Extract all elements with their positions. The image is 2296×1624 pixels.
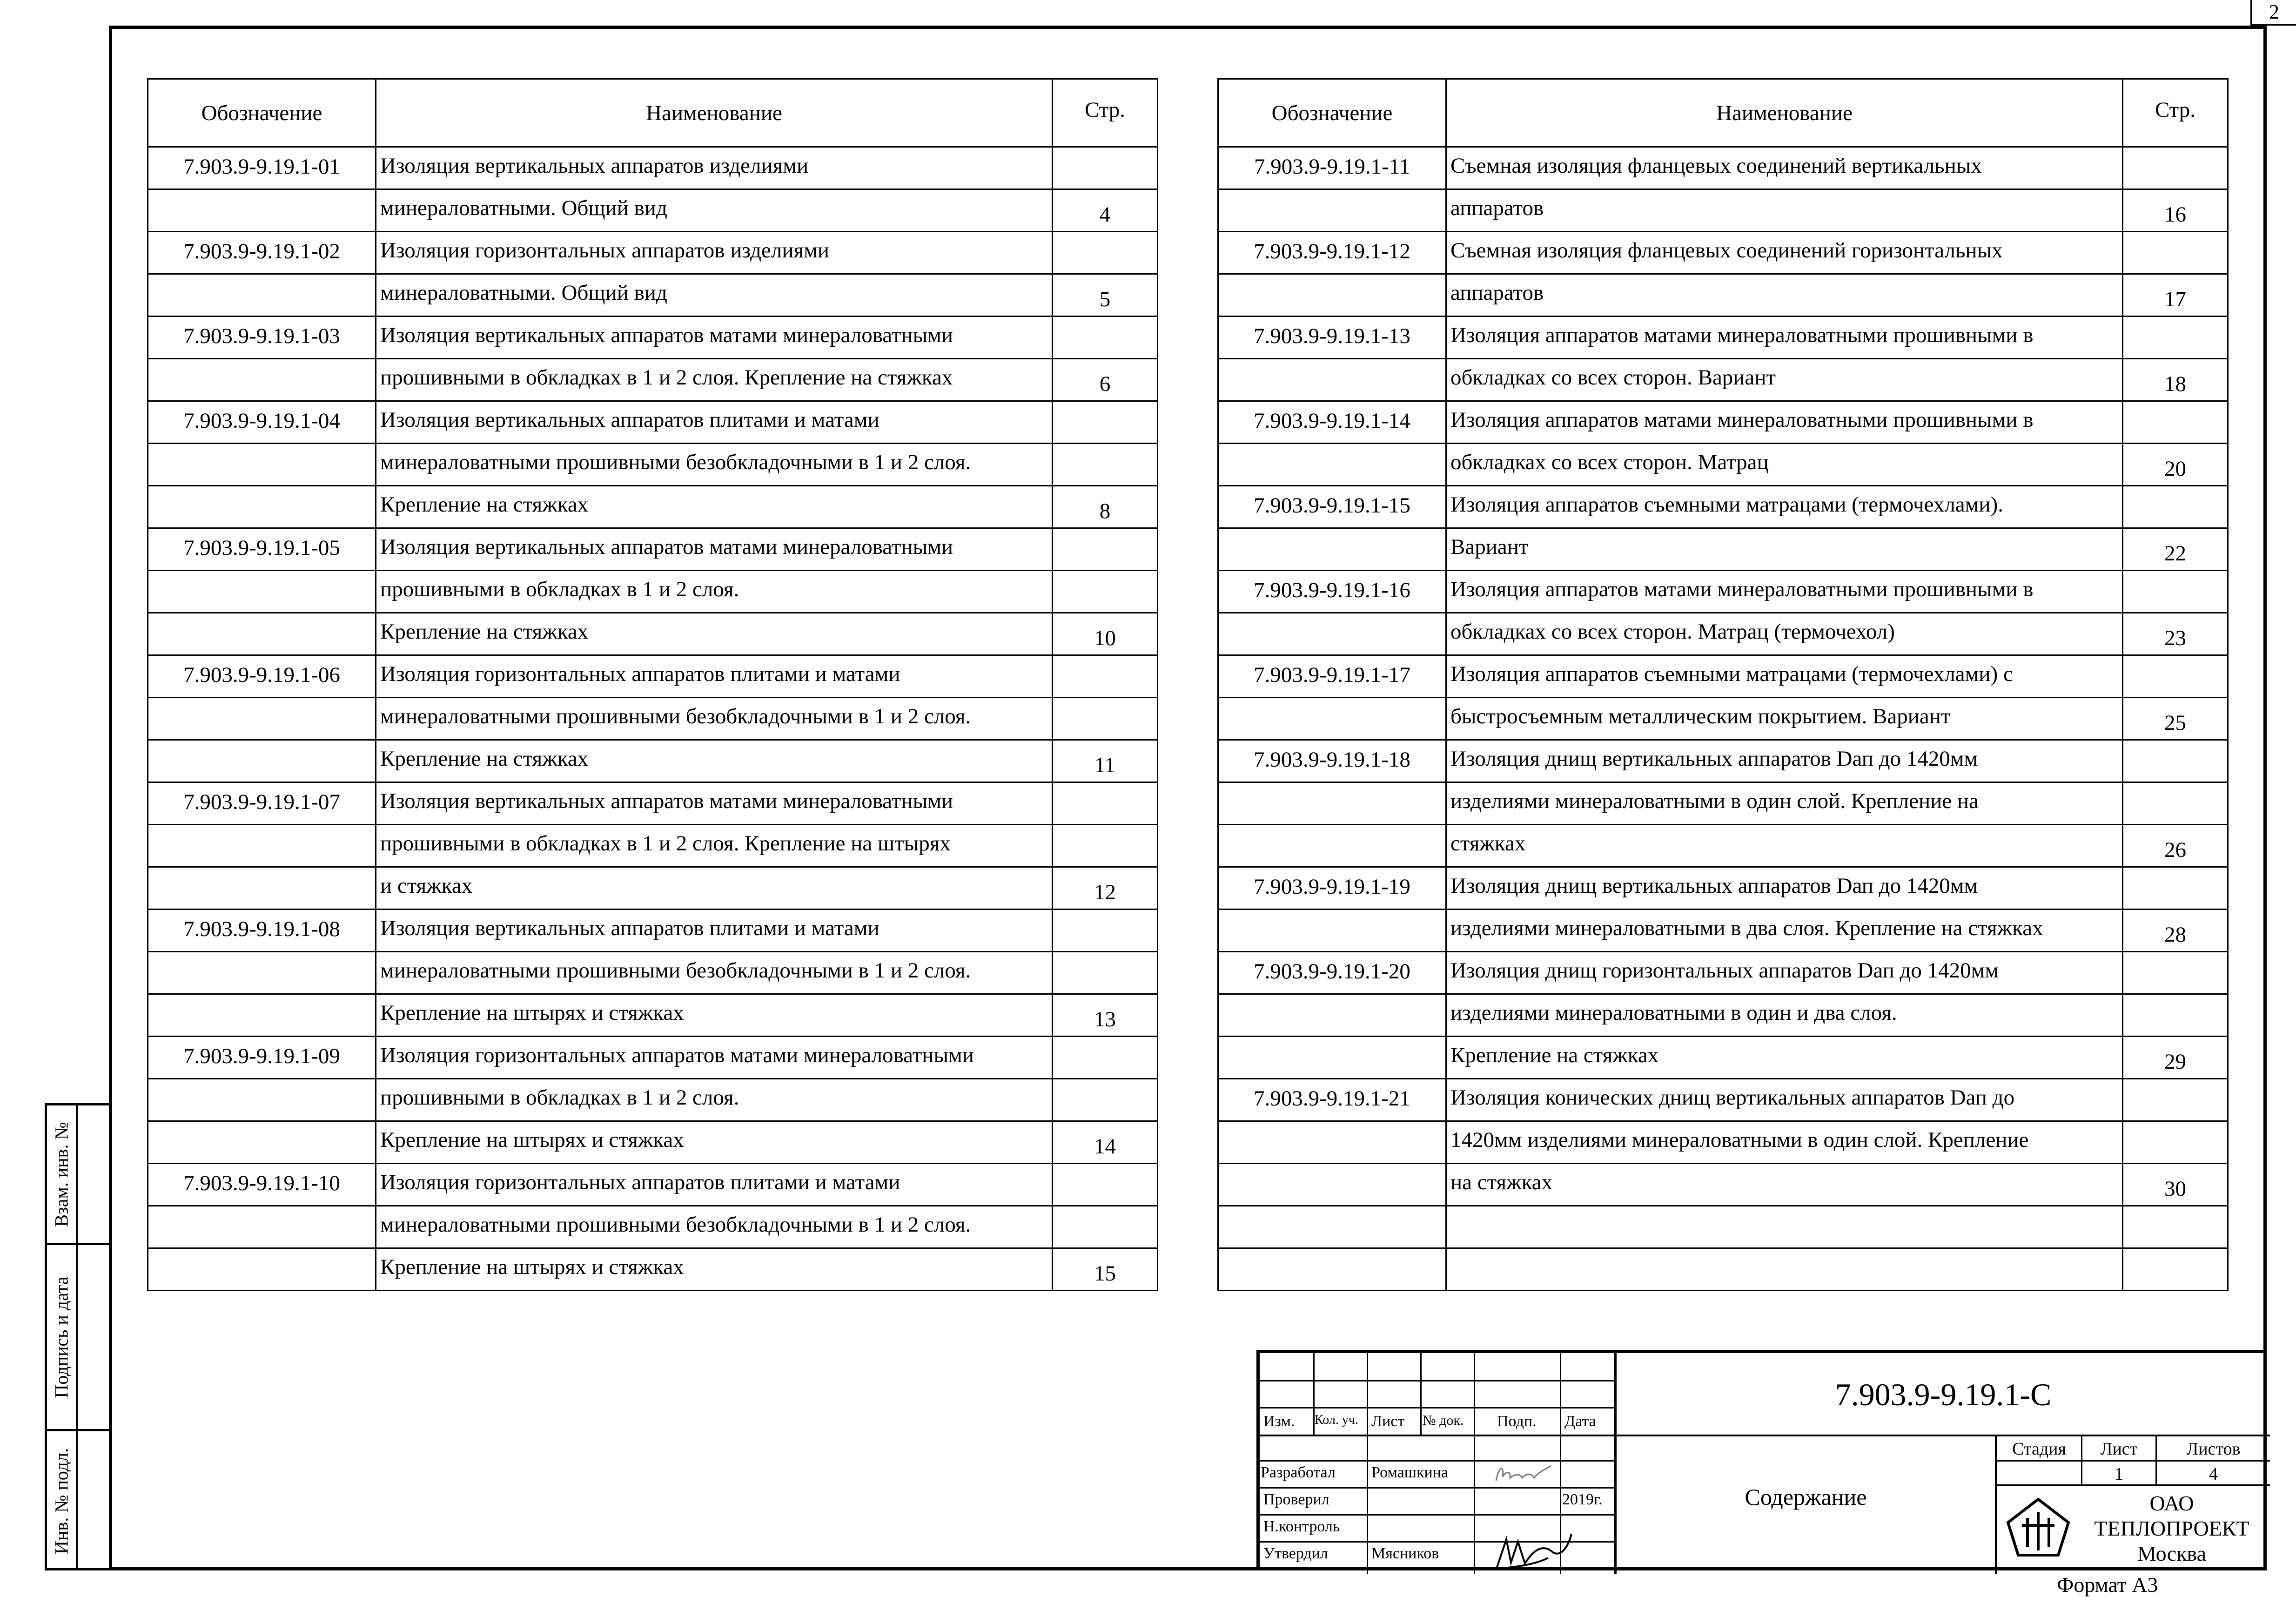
- code-cell: 7.903.9-9.19.1-13: [1218, 317, 1446, 359]
- table-row: [1218, 571, 2228, 613]
- document-code: 7.903.9-9.19.1-С: [1835, 1377, 2052, 1412]
- page-cell: [1053, 317, 1158, 359]
- page-cell: 20: [2123, 444, 2228, 486]
- table-row: [1218, 740, 2228, 782]
- page-cell: [1053, 401, 1158, 444]
- code-cell: [1218, 1121, 1446, 1164]
- table-row: [148, 825, 1158, 867]
- table-row: [1218, 401, 2228, 444]
- org-line-1: ОАО: [2149, 1491, 2194, 1515]
- name-cell: минераловатными прошивными безобкладочными в 1 и 2 слоя.: [376, 1206, 1053, 1248]
- name-cell: Изоляция вертикальных аппаратов матами минераловатными: [376, 782, 1053, 825]
- name-cell: Изоляция горизонтальных аппаратов плитами и матами: [376, 655, 1053, 698]
- page-cell: 25: [2123, 698, 2228, 740]
- table-row: [148, 486, 1158, 528]
- side-label-sign-date: Подпись и дата: [51, 1276, 72, 1398]
- name-cell: Изоляция вертикальных аппаратов матами минераловатными: [376, 528, 1053, 571]
- table-row: [1218, 274, 2228, 317]
- page-cell: 16: [2123, 189, 2228, 232]
- name-cell: аппаратов: [1446, 189, 2123, 232]
- table-row: [1218, 1164, 2228, 1206]
- tb-sheet-label: Лист: [2100, 1439, 2138, 1459]
- code-cell: [1218, 1248, 1446, 1291]
- code-cell: 7.903.9-9.19.1-07: [148, 782, 376, 825]
- code-cell: 7.903.9-9.19.1-03: [148, 317, 376, 359]
- page-cell: 11: [1053, 740, 1158, 782]
- page-cell: [2123, 401, 2228, 444]
- code-cell: [148, 444, 376, 486]
- name-cell: изделиями минераловатными в два слоя. Крепление на стяжках: [1446, 910, 2123, 952]
- code-cell: [148, 486, 376, 528]
- tb-role-approved: Утвердил: [1263, 1545, 1328, 1562]
- code-cell: 7.903.9-9.19.1-20: [1218, 952, 1446, 994]
- name-cell: и стяжках: [376, 867, 1053, 910]
- name-cell: Изоляция аппаратов съемными матрацами (термочехлами) с: [1446, 655, 2123, 698]
- name-cell: Изоляция горизонтальных аппаратов изделиями: [376, 232, 1053, 274]
- page-cell: 23: [2123, 613, 2228, 655]
- table-row: [148, 147, 1158, 189]
- organization-logo: [2003, 1496, 2073, 1561]
- table-row: [148, 613, 1158, 655]
- code-cell: [1218, 528, 1446, 571]
- table-row: [148, 1121, 1158, 1164]
- code-cell: [148, 867, 376, 910]
- table-row: [1218, 359, 2228, 401]
- page-cell: [2123, 952, 2228, 994]
- page-cell: [1053, 782, 1158, 825]
- code-cell: 7.903.9-9.19.1-11: [1218, 147, 1446, 189]
- paper-format: Формат А3: [2057, 1573, 2158, 1597]
- org-line-3: Москва: [2137, 1542, 2207, 1565]
- table-row: [148, 1037, 1158, 1079]
- page-cell: [2123, 1121, 2228, 1164]
- table-row: [148, 740, 1158, 782]
- page-cell: [2123, 317, 2228, 359]
- tb-stage-label: Стадия: [2012, 1439, 2066, 1459]
- header-code: Обозначение: [1218, 79, 1446, 147]
- code-cell: [148, 994, 376, 1037]
- code-cell: [148, 359, 376, 401]
- name-cell: [1446, 1248, 2123, 1291]
- table-row: [148, 571, 1158, 613]
- code-cell: 7.903.9-9.19.1-09: [148, 1037, 376, 1079]
- tb-date-checked: 2019г.: [1562, 1491, 1603, 1508]
- code-cell: [1218, 359, 1446, 401]
- code-cell: [1218, 825, 1446, 867]
- page-cell: [2123, 1206, 2228, 1248]
- name-cell: Изоляция аппаратов съемными матрацами (термочехлами).: [1446, 486, 2123, 528]
- name-cell: Изоляция горизонтальных аппаратов матами минераловатными: [376, 1037, 1053, 1079]
- sheet-number: 2: [2250, 0, 2296, 26]
- side-stamp: [45, 1103, 109, 1570]
- table-row: [1218, 444, 2228, 486]
- header-page: Стр.: [1053, 79, 1158, 147]
- page-cell: 29: [2123, 1037, 2228, 1079]
- title-block: [1256, 1350, 2267, 1570]
- name-cell: Изоляция вертикальных аппаратов изделиями: [376, 147, 1053, 189]
- table-row: [1218, 528, 2228, 571]
- name-cell: Крепление на штырях и стяжках: [376, 994, 1053, 1037]
- name-cell: стяжках: [1446, 825, 2123, 867]
- code-cell: [1218, 910, 1446, 952]
- name-cell: обкладках со всех сторон. Матрац (термочехол): [1446, 613, 2123, 655]
- name-cell: обкладках со всех сторон. Вариант: [1446, 359, 2123, 401]
- page-cell: [2123, 571, 2228, 613]
- name-cell: Крепление на штырях и стяжках: [376, 1121, 1053, 1164]
- name-cell: Изоляция аппаратов матами минераловатными прошивными в: [1446, 401, 2123, 444]
- page-cell: 14: [1053, 1121, 1158, 1164]
- code-cell: [1218, 1206, 1446, 1248]
- code-cell: [148, 189, 376, 232]
- name-cell: Изоляция вертикальных аппаратов плитами и матами: [376, 401, 1053, 444]
- page-cell: [2123, 782, 2228, 825]
- code-cell: [148, 571, 376, 613]
- name-cell: минераловатными прошивными безобкладочными в 1 и 2 слоя.: [376, 444, 1053, 486]
- table-row: [1218, 825, 2228, 867]
- page-cell: [1053, 232, 1158, 274]
- name-cell: изделиями минераловатными в один и два слоя.: [1446, 994, 2123, 1037]
- name-cell: Изоляция днищ вертикальных аппаратов Dап до 1420мм: [1446, 867, 2123, 910]
- page-cell: 13: [1053, 994, 1158, 1037]
- page-cell: [2123, 147, 2228, 189]
- page-cell: [1053, 1206, 1158, 1248]
- header-name: Наименование: [376, 79, 1053, 147]
- table-row: [1218, 1248, 2228, 1291]
- name-cell: Крепление на стяжках: [376, 613, 1053, 655]
- page-cell: [2123, 740, 2228, 782]
- page-cell: [1053, 825, 1158, 867]
- table-row: [148, 528, 1158, 571]
- page-cell: 6: [1053, 359, 1158, 401]
- name-cell: минераловатными прошивными безобкладочными в 1 и 2 слоя.: [376, 698, 1053, 740]
- page-cell: [1053, 528, 1158, 571]
- name-cell: прошивными в обкладках в 1 и 2 слоя.: [376, 571, 1053, 613]
- page-cell: [2123, 1079, 2228, 1121]
- name-cell: прошивными в обкладках в 1 и 2 слоя.: [376, 1079, 1053, 1121]
- page-cell: [2123, 232, 2228, 274]
- code-cell: 7.903.9-9.19.1-02: [148, 232, 376, 274]
- code-cell: [1218, 1164, 1446, 1206]
- table-row: [1218, 910, 2228, 952]
- name-cell: Изоляция аппаратов матами минераловатными прошивными в: [1446, 317, 2123, 359]
- page-cell: 12: [1053, 867, 1158, 910]
- code-cell: [148, 698, 376, 740]
- table-row: [148, 1079, 1158, 1121]
- page-cell: [1053, 1079, 1158, 1121]
- name-cell: минераловатными прошивными безобкладочными в 1 и 2 слоя.: [376, 952, 1053, 994]
- page-cell: [1053, 147, 1158, 189]
- code-cell: [1218, 274, 1446, 317]
- table-row: [148, 782, 1158, 825]
- tb-header-doc: № док.: [1423, 1413, 1464, 1428]
- header-name: Наименование: [1446, 79, 2123, 147]
- table-row: [148, 317, 1158, 359]
- name-cell: Изоляция аппаратов матами минераловатными прошивными в: [1446, 571, 2123, 613]
- name-cell: Изоляция горизонтальных аппаратов плитами и матами: [376, 1164, 1053, 1206]
- tb-header-sign: Подп.: [1497, 1413, 1537, 1430]
- table-row: [1218, 867, 2228, 910]
- name-cell: минераловатными. Общий вид: [376, 189, 1053, 232]
- page-cell: [1053, 1037, 1158, 1079]
- name-cell: прошивными в обкладках в 1 и 2 слоя. Крепление на стяжках: [376, 359, 1053, 401]
- code-cell: [1218, 782, 1446, 825]
- table-row: [1218, 232, 2228, 274]
- tb-role-developed: Разработал: [1261, 1464, 1336, 1481]
- name-cell: аппаратов: [1446, 274, 2123, 317]
- side-cell-sign: [47, 1245, 109, 1431]
- page-cell: 4: [1053, 189, 1158, 232]
- header-code: Обозначение: [148, 79, 376, 147]
- tb-sheets-value: 4: [2209, 1464, 2218, 1484]
- signature-approver: [1492, 1530, 1576, 1572]
- table-row: [1218, 952, 2228, 994]
- table-row: [148, 867, 1158, 910]
- table-row: [148, 698, 1158, 740]
- page-cell: 26: [2123, 825, 2228, 867]
- name-cell: Крепление на стяжках: [376, 486, 1053, 528]
- page-cell: 18: [2123, 359, 2228, 401]
- side-cell-inv: [47, 1431, 109, 1570]
- code-cell: 7.903.9-9.19.1-06: [148, 655, 376, 698]
- code-cell: [148, 1121, 376, 1164]
- table-row: [148, 994, 1158, 1037]
- tb-sheet-value: 1: [2115, 1464, 2123, 1484]
- page-cell: 5: [1053, 274, 1158, 317]
- table-row: [148, 1164, 1158, 1206]
- table-row: [1218, 698, 2228, 740]
- name-cell: Изоляция конических днищ вертикальных аппаратов Dап до: [1446, 1079, 2123, 1121]
- page-cell: 15: [1053, 1248, 1158, 1291]
- header-page: Стр.: [2123, 79, 2228, 147]
- tb-name-developed: Ромашкина: [1371, 1464, 1448, 1481]
- page-cell: [2123, 867, 2228, 910]
- code-cell: 7.903.9-9.19.1-05: [148, 528, 376, 571]
- page-cell: [1053, 444, 1158, 486]
- tb-role-norm: Н.контроль: [1263, 1518, 1340, 1535]
- table-row: [1218, 147, 2228, 189]
- name-cell: Изоляция днищ вертикальных аппаратов Dап до 1420мм: [1446, 740, 2123, 782]
- table-row: [148, 189, 1158, 232]
- table-row: [148, 401, 1158, 444]
- code-cell: 7.903.9-9.19.1-01: [148, 147, 376, 189]
- table-row: [1218, 1037, 2228, 1079]
- code-cell: [1218, 994, 1446, 1037]
- name-cell: на стяжках: [1446, 1164, 2123, 1206]
- code-cell: [1218, 1037, 1446, 1079]
- side-label-inv-orig: Инв. № подл.: [51, 1448, 72, 1554]
- page-cell: [1053, 910, 1158, 952]
- contents-table-left: [147, 78, 1158, 1291]
- page-cell: 22: [2123, 528, 2228, 571]
- contents-table-right: [1217, 78, 2229, 1291]
- name-cell: Изоляция вертикальных аппаратов плитами и матами: [376, 910, 1053, 952]
- name-cell: изделиями минераловатными в один слой. Крепление на: [1446, 782, 2123, 825]
- name-cell: Изоляция вертикальных аппаратов матами минераловатными: [376, 317, 1053, 359]
- table-row: [1218, 317, 2228, 359]
- page-cell: [2123, 486, 2228, 528]
- code-cell: 7.903.9-9.19.1-18: [1218, 740, 1446, 782]
- page-cell: [2123, 655, 2228, 698]
- page-cell: [2123, 994, 2228, 1037]
- table-row: [1218, 189, 2228, 232]
- code-cell: [148, 1206, 376, 1248]
- table-row: [148, 1206, 1158, 1248]
- page-cell: 28: [2123, 910, 2228, 952]
- name-cell: Съемная изоляция фланцевых соединений вертикальных: [1446, 147, 2123, 189]
- name-cell: Изоляция днищ горизонтальных аппаратов Dап до 1420мм: [1446, 952, 2123, 994]
- code-cell: 7.903.9-9.19.1-10: [148, 1164, 376, 1206]
- name-cell: Крепление на стяжках: [376, 740, 1053, 782]
- tb-role-checked: Проверил: [1263, 1491, 1329, 1508]
- code-cell: [148, 952, 376, 994]
- code-cell: [1218, 189, 1446, 232]
- table-row: [1218, 1121, 2228, 1164]
- table-row: [148, 359, 1158, 401]
- name-cell: быстросъемным металлическим покрытием. Вариант: [1446, 698, 2123, 740]
- tb-header-izm: Изм.: [1263, 1413, 1295, 1430]
- code-cell: 7.903.9-9.19.1-15: [1218, 486, 1446, 528]
- table-row: [1218, 1079, 2228, 1121]
- table-row: [1218, 486, 2228, 528]
- org-line-2: ТЕПЛОПРОЕКТ: [2094, 1516, 2249, 1540]
- name-cell: минераловатными. Общий вид: [376, 274, 1053, 317]
- page-cell: 10: [1053, 613, 1158, 655]
- page-cell: [1053, 655, 1158, 698]
- table-row: [148, 910, 1158, 952]
- code-cell: 7.903.9-9.19.1-19: [1218, 867, 1446, 910]
- page-cell: 8: [1053, 486, 1158, 528]
- code-cell: 7.903.9-9.19.1-04: [148, 401, 376, 444]
- signature-developer: [1492, 1461, 1558, 1488]
- table-row: [1218, 613, 2228, 655]
- name-cell: 1420мм изделиями минераловатными в один слой. Крепление: [1446, 1121, 2123, 1164]
- table-row: [148, 655, 1158, 698]
- name-cell: Крепление на стяжках: [1446, 1037, 2123, 1079]
- table-row: [1218, 655, 2228, 698]
- table-row: [148, 1248, 1158, 1291]
- side-label-replace: Взам. инв. №: [51, 1121, 72, 1227]
- page-cell: 17: [2123, 274, 2228, 317]
- tb-name-approved: Мясников: [1371, 1545, 1439, 1562]
- table-row: [148, 274, 1158, 317]
- page-cell: [1053, 1164, 1158, 1206]
- table-row: [1218, 1206, 2228, 1248]
- code-cell: 7.903.9-9.19.1-12: [1218, 232, 1446, 274]
- code-cell: 7.903.9-9.19.1-16: [1218, 571, 1446, 613]
- tb-header-list: Лист: [1371, 1413, 1405, 1430]
- code-cell: 7.903.9-9.19.1-17: [1218, 655, 1446, 698]
- page-cell: [1053, 698, 1158, 740]
- code-cell: [1218, 698, 1446, 740]
- code-cell: [148, 613, 376, 655]
- name-cell: [1446, 1206, 2123, 1248]
- page-cell: [1053, 571, 1158, 613]
- page-cell: [1053, 952, 1158, 994]
- code-cell: [148, 1079, 376, 1121]
- table-row: [1218, 782, 2228, 825]
- code-cell: [1218, 444, 1446, 486]
- page-cell: 30: [2123, 1164, 2228, 1206]
- code-cell: [148, 274, 376, 317]
- name-cell: прошивными в обкладках в 1 и 2 слоя. Крепление на штырях: [376, 825, 1053, 867]
- code-cell: [148, 740, 376, 782]
- code-cell: [148, 825, 376, 867]
- tb-header-kol: Кол. уч.: [1315, 1413, 1358, 1427]
- tb-sheets-label: Листов: [2186, 1439, 2241, 1459]
- code-cell: [148, 1248, 376, 1291]
- name-cell: обкладках со всех сторон. Матрац: [1446, 444, 2123, 486]
- code-cell: 7.903.9-9.19.1-21: [1218, 1079, 1446, 1121]
- name-cell: Съемная изоляция фланцевых соединений горизонтальных: [1446, 232, 2123, 274]
- page-cell: [2123, 1248, 2228, 1291]
- code-cell: 7.903.9-9.19.1-08: [148, 910, 376, 952]
- side-cell-replace: [47, 1105, 109, 1245]
- name-cell: Крепление на штырях и стяжках: [376, 1248, 1053, 1291]
- code-cell: [1218, 613, 1446, 655]
- table-row: [148, 444, 1158, 486]
- name-cell: Вариант: [1446, 528, 2123, 571]
- table-row: [1218, 994, 2228, 1037]
- table-row: [148, 232, 1158, 274]
- tb-header-date: Дата: [1564, 1413, 1596, 1430]
- code-cell: 7.903.9-9.19.1-14: [1218, 401, 1446, 444]
- sheet-title: Содержание: [1745, 1484, 1867, 1510]
- table-row: [148, 952, 1158, 994]
